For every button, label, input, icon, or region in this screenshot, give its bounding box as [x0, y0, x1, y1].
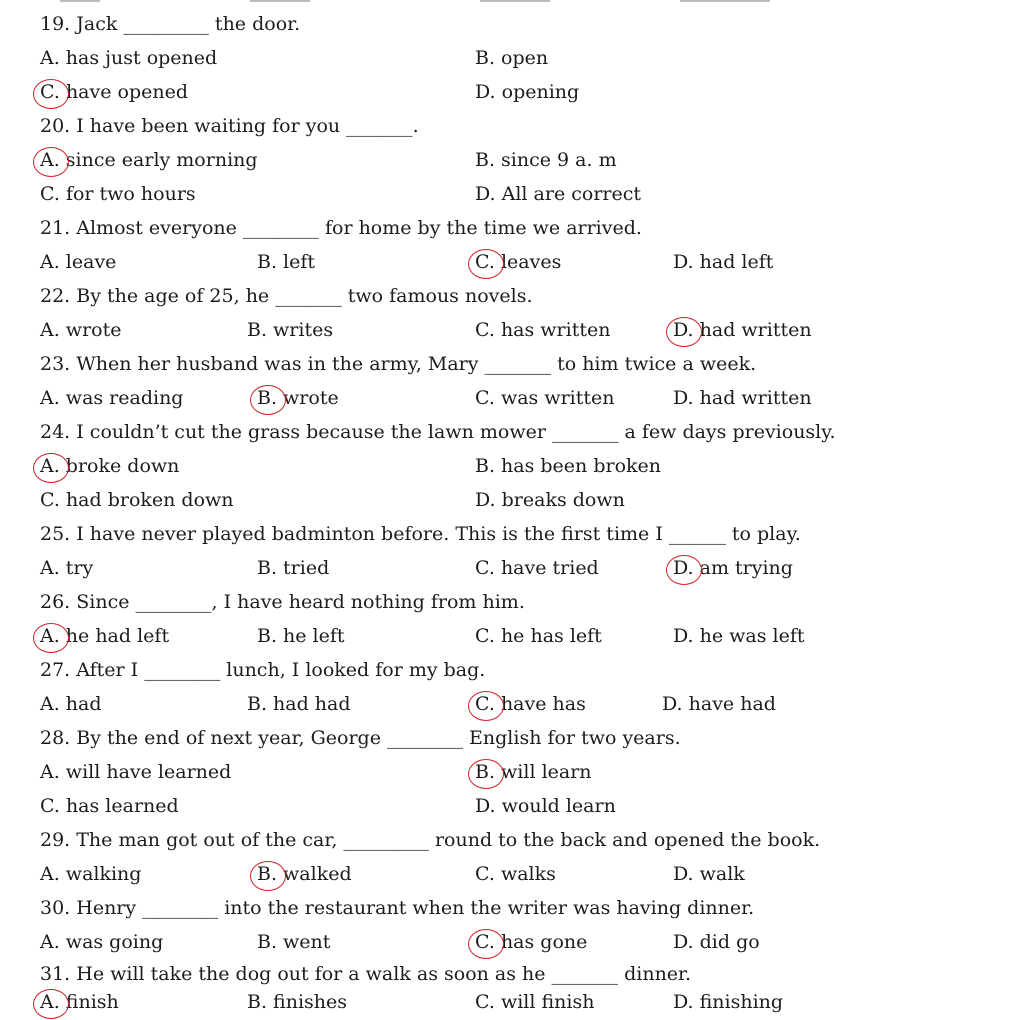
answer-row: [0, 925, 1024, 959]
option-label: A. finish: [40, 985, 119, 1019]
option-label: B. went: [257, 931, 331, 953]
q26-option-a-selected[interactable]: [40, 619, 169, 653]
cropped-previous-line: [0, 0, 1024, 4]
option-label: B. walked: [257, 857, 352, 891]
question-stem: [0, 517, 1024, 551]
option-label: A. he had left: [40, 619, 169, 653]
q25-option-d-selected[interactable]: [673, 551, 793, 585]
option-label: D. breaks down: [475, 489, 625, 511]
option-label: D. had written: [673, 387, 812, 409]
question-31-stem: 31. He will take the dog out for a walk as soon as he _______ dinner.: [40, 963, 692, 985]
option-label: A. broke down: [40, 449, 179, 483]
q27-option-b[interactable]: [247, 687, 351, 721]
answer-row: [0, 789, 1024, 823]
option-label: A. was reading: [40, 387, 184, 409]
q19-option-b[interactable]: [475, 41, 548, 75]
option-label: D. walk: [673, 863, 745, 885]
q27-option-c-selected[interactable]: [475, 687, 586, 721]
q29-option-c[interactable]: [475, 857, 556, 891]
option-label: C. have tried: [475, 557, 599, 579]
question-19-stem: 19. Jack _________ the door.: [40, 13, 301, 35]
answer-row: [0, 755, 1024, 789]
q21-option-c-selected[interactable]: [475, 245, 561, 279]
answer-row: [0, 449, 1024, 483]
q24-option-c[interactable]: [40, 483, 234, 517]
option-label: C. has written: [475, 319, 611, 341]
question-stem: [0, 279, 1024, 313]
option-label: C. had broken down: [40, 489, 234, 511]
answer-row: [0, 41, 1024, 75]
q27-option-d[interactable]: [662, 687, 776, 721]
answer-row: [0, 143, 1024, 177]
option-label: A. will have learned: [40, 761, 232, 783]
q23-option-b-selected[interactable]: [257, 381, 339, 415]
option-label: C. have opened: [40, 75, 188, 109]
question-22-stem: 22. By the age of 25, he _______ two famous novels.: [40, 285, 533, 307]
option-label: B. finishes: [247, 991, 348, 1013]
option-label: D. he was left: [673, 625, 805, 647]
answer-row: [0, 551, 1024, 585]
option-label: B. open: [475, 47, 549, 69]
q22-option-a[interactable]: [40, 313, 121, 347]
q20-option-c[interactable]: [40, 177, 196, 211]
q28-option-d[interactable]: [475, 789, 616, 823]
question-stem: [0, 585, 1024, 619]
option-label: B. tried: [257, 557, 330, 579]
option-label: D. finishing: [673, 991, 784, 1013]
answer-row: [0, 687, 1024, 721]
option-label: A. wrote: [40, 319, 122, 341]
q21-option-d[interactable]: [673, 245, 773, 279]
q27-option-a[interactable]: [40, 687, 102, 721]
q29-option-d[interactable]: [673, 857, 745, 891]
option-label: D. did go: [673, 931, 760, 953]
q31-option-c[interactable]: [475, 985, 594, 1019]
q19-option-a[interactable]: [40, 41, 217, 75]
q26-option-d[interactable]: [673, 619, 805, 653]
q26-option-c[interactable]: [475, 619, 602, 653]
question-stem: [0, 109, 1024, 143]
q21-option-a[interactable]: [40, 245, 116, 279]
q21-option-b[interactable]: [257, 245, 315, 279]
option-label: C. he has left: [475, 625, 602, 647]
option-label: D. opening: [475, 81, 580, 103]
q28-option-c[interactable]: [40, 789, 179, 823]
option-label: C. will finish: [475, 991, 595, 1013]
question-stem: [0, 891, 1024, 925]
question-20-stem: 20. I have been waiting for you _______.: [40, 115, 419, 137]
option-label: C. has learned: [40, 795, 179, 817]
q30-option-d[interactable]: [673, 925, 760, 959]
q22-option-b[interactable]: [247, 313, 333, 347]
answer-row: [0, 381, 1024, 415]
option-label: B. left: [257, 251, 316, 273]
q30-option-b[interactable]: [257, 925, 330, 959]
q22-option-d-selected[interactable]: [673, 313, 812, 347]
q24-option-b[interactable]: [475, 449, 661, 483]
q23-option-c[interactable]: [475, 381, 615, 415]
answer-row: [0, 75, 1024, 109]
question-27-stem: 27. After I ________ lunch, I looked for my bag.: [40, 659, 486, 681]
q30-option-a[interactable]: [40, 925, 163, 959]
option-label: D. am trying: [673, 551, 793, 585]
question-stem: [0, 653, 1024, 687]
option-label: B. had had: [247, 693, 351, 715]
question-24-stem: 24. I couldn’t cut the grass because the lawn mower _______ a few days previously.: [40, 421, 836, 443]
option-label: B. since 9 a. m: [475, 149, 617, 171]
answer-row: [0, 177, 1024, 211]
question-stem: [0, 415, 1024, 449]
q30-option-c-selected[interactable]: [475, 925, 587, 959]
q29-option-b-selected[interactable]: [257, 857, 352, 891]
answer-row: [0, 619, 1024, 653]
answer-row: [0, 313, 1024, 347]
option-label: C. has gone: [475, 925, 587, 959]
option-label: B. will learn: [475, 755, 592, 789]
question-28-stem: 28. By the end of next year, George ________ English for two years.: [40, 727, 681, 749]
q26-option-b[interactable]: [257, 619, 345, 653]
q23-option-a[interactable]: [40, 381, 183, 415]
question-21-stem: 21. Almost everyone ________ for home by the time we arrived.: [40, 217, 642, 239]
q28-option-b-selected[interactable]: [475, 755, 592, 789]
answer-row: [0, 985, 1024, 1019]
q20-option-b[interactable]: [475, 143, 617, 177]
option-label: C. was written: [475, 387, 615, 409]
answer-row: [0, 245, 1024, 279]
q31-option-d[interactable]: [673, 985, 783, 1019]
q19-option-c-selected[interactable]: [40, 75, 188, 109]
option-label: D. had written: [673, 313, 812, 347]
option-label: C. for two hours: [40, 183, 196, 205]
question-stem: [0, 7, 1024, 41]
q25-option-c[interactable]: [475, 551, 599, 585]
option-label: A. has just opened: [40, 47, 218, 69]
option-label: D. All are correct: [475, 183, 642, 205]
q31-option-b[interactable]: [247, 985, 347, 1019]
option-label: A. had: [40, 693, 102, 715]
question-30-stem: 30. Henry ________ into the restaurant when the writer was having dinner.: [40, 897, 755, 919]
option-label: B. writes: [247, 319, 334, 341]
option-label: A. was going: [40, 931, 164, 953]
answer-row: [0, 857, 1024, 891]
q29-option-a[interactable]: [40, 857, 141, 891]
question-stem: [0, 347, 1024, 381]
q22-option-c[interactable]: [475, 313, 610, 347]
q24-option-a-selected[interactable]: [40, 449, 179, 483]
question-stem: [0, 721, 1024, 755]
option-label: A. leave: [40, 251, 117, 273]
q20-option-a-selected[interactable]: [40, 143, 258, 177]
option-label: D. had left: [673, 251, 774, 273]
question-25-stem: 25. I have never played badminton before. This is the first time I ______ to play.: [40, 523, 801, 545]
option-label: B. has been broken: [475, 455, 662, 477]
answer-row: [0, 483, 1024, 517]
q28-option-a[interactable]: [40, 755, 231, 789]
q25-option-b[interactable]: [257, 551, 329, 585]
option-label: A. since early morning: [40, 143, 258, 177]
option-label: D. have had: [662, 693, 776, 715]
question-26-stem: 26. Since ________, I have heard nothing from him.: [40, 591, 525, 613]
q25-option-a[interactable]: [40, 551, 93, 585]
option-label: A. try: [40, 557, 94, 579]
question-stem: [0, 211, 1024, 245]
question-29-stem: 29. The man got out of the car, _________ round to the back and opened the book.: [40, 829, 821, 851]
q20-option-d[interactable]: [475, 177, 641, 211]
q19-option-d[interactable]: [475, 75, 579, 109]
q24-option-d[interactable]: [475, 483, 625, 517]
option-label: B. wrote: [257, 381, 339, 415]
question-stem: [0, 823, 1024, 857]
option-label: A. walking: [40, 863, 142, 885]
question-23-stem: 23. When her husband was in the army, Mary _______ to him twice a week.: [40, 353, 757, 375]
option-label: D. would learn: [475, 795, 616, 817]
option-label: C. walks: [475, 863, 556, 885]
option-label: B. he left: [257, 625, 345, 647]
q23-option-d[interactable]: [673, 381, 812, 415]
q31-option-a-selected[interactable]: [40, 985, 119, 1019]
option-label: C. have has: [475, 687, 586, 721]
option-label: C. leaves: [475, 245, 561, 279]
